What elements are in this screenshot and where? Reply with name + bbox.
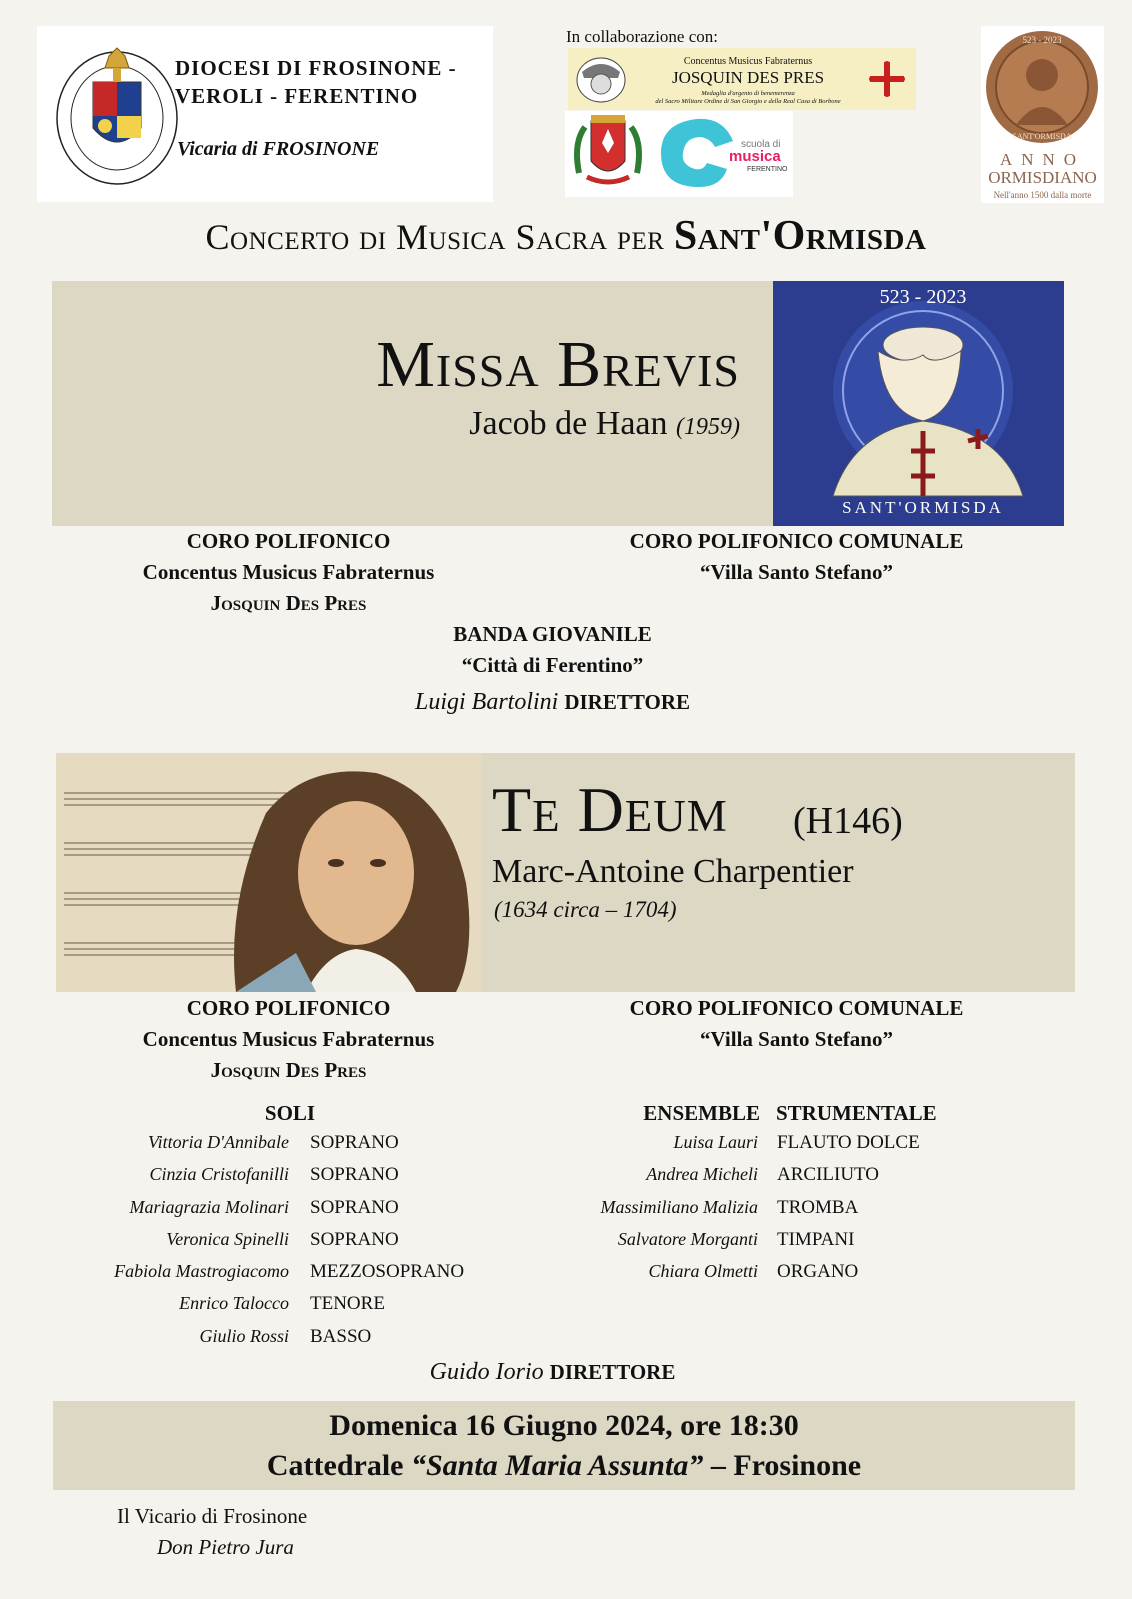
- event-date: Domenica 16 Giugno 2024, ore 18:30: [329, 1409, 799, 1442]
- vicaria-label: Vicaria di FROSINONE: [177, 138, 380, 160]
- partner-logos: [565, 111, 793, 197]
- soli-name: Enrico Talocco: [179, 1293, 289, 1314]
- soli-row: [111, 1261, 531, 1293]
- soli-voice: SOPRANO: [310, 1196, 399, 1218]
- te-deum-title: Te Deum: [492, 774, 728, 845]
- ensemble-list: [580, 1132, 980, 1293]
- josquin-name: JOSQUIN DES PRES: [671, 68, 825, 87]
- missa-brevis-title: Missa Brevis: [376, 328, 740, 401]
- constantinian-cross-icon: [868, 60, 906, 98]
- scuola-small-text: scuola di: [741, 139, 781, 150]
- medal-years: 523 - 2023: [1022, 35, 1062, 45]
- image-caption: SANT'ORMISDA: [842, 498, 1004, 517]
- concert-title: [0, 212, 1132, 260]
- concert-title-saint: Sant'Ormisda: [673, 213, 927, 259]
- banda-heading: BANDA GIOVANILE: [453, 622, 652, 646]
- diocese-logo-block: [37, 26, 493, 202]
- soli-voice: SOPRANO: [310, 1132, 399, 1153]
- anno-ormisdiano-block: [981, 26, 1104, 203]
- ensemble-heading-2: STRUMENTALE: [776, 1101, 937, 1125]
- ensemble-name: Chiara Olmetti: [648, 1261, 758, 1282]
- ensemble-name: Massimiliano Malizia: [600, 1196, 758, 1217]
- soli-row: [111, 1197, 531, 1229]
- collaboration-label: In collaborazione con:: [566, 27, 718, 46]
- tedeum-director: [300, 1359, 805, 1386]
- banda-name: “Città di Ferentino”: [461, 653, 644, 677]
- tedeum-left-choir-sub: Josquin Des Pres: [210, 1058, 367, 1082]
- josquin-portrait-icon: [574, 52, 628, 106]
- missa-director-label: DIRETTORE: [564, 690, 690, 714]
- soli-voice: MEZZOSOPRANO: [310, 1261, 465, 1283]
- te-deum-panel: [481, 753, 1075, 992]
- diocese-line-2: VEROLI - FERENTINO: [175, 84, 419, 108]
- tedeum-right-choir-heading: CORO POLIFONICO COMUNALE: [629, 996, 964, 1020]
- te-deum-composer: Marc-Antoine Charpentier: [492, 853, 854, 890]
- soli-row: [111, 1229, 531, 1261]
- missa-composer-year: (1959): [676, 414, 740, 440]
- soli-heading: SOLI: [264, 1101, 316, 1125]
- te-deum-catalog: (H146): [793, 800, 903, 842]
- venue-suffix: – Frosinone: [710, 1449, 862, 1482]
- soli-voice: SOPRANO: [310, 1164, 399, 1186]
- concert-title-prefix: Concerto di Musica Sacra per: [205, 217, 665, 257]
- missa-left-choir-heading: CORO POLIFONICO: [186, 529, 391, 553]
- tedeum-director-label: DIRETTORE: [549, 1360, 676, 1384]
- signature-title: Il Vicario di Frosinone: [117, 1504, 308, 1528]
- scuola-musica-text: musica: [729, 148, 781, 165]
- josquin-honors: [628, 90, 868, 106]
- soli-row: [111, 1293, 531, 1325]
- soli-voice: TENORE: [310, 1293, 385, 1315]
- ensemble-instrument: ORGANO: [777, 1261, 859, 1283]
- missa-right-choir-heading: CORO POLIFONICO COMUNALE: [629, 529, 964, 553]
- ormisdiano-label: ORMISDIANO: [988, 168, 1097, 187]
- ensemble-row: [580, 1132, 980, 1164]
- josquin-honors-line-1: Medaglia d'argento di benemerenza: [701, 90, 795, 97]
- image-years: 523 - 2023: [879, 286, 967, 308]
- soli-name: Fabiola Mastrogiacomo: [114, 1261, 289, 1282]
- diocese-line-1: DIOCESI DI FROSINONE -: [175, 56, 457, 80]
- ensemble-row: [580, 1261, 980, 1293]
- event-venue: [53, 1449, 1075, 1483]
- missa-brevis-panel: [52, 281, 773, 526]
- tedeum-left-choir-name: Concentus Musicus Fabraternus: [142, 1027, 435, 1051]
- ensemble-instrument: FLAUTO DOLCE: [777, 1132, 920, 1153]
- tedeum-director-name: Guido Iorio: [429, 1359, 544, 1385]
- anno-label: ANNO: [999, 150, 1086, 169]
- venue-name: “Santa Maria Assunta”: [410, 1449, 704, 1482]
- soli-name: Giulio Rossi: [199, 1325, 289, 1346]
- ensemble-instrument: TIMPANI: [777, 1228, 855, 1250]
- ormisda-medal-icon: [984, 29, 1101, 146]
- sant-ormisda-image: [773, 281, 1064, 526]
- josquin-logo-block: [568, 48, 916, 110]
- tedeum-left-choir-heading: CORO POLIFONICO: [186, 996, 391, 1020]
- missa-brevis-composer: [52, 405, 740, 443]
- venue-prefix: Cattedrale: [266, 1449, 404, 1482]
- soli-voice: SOPRANO: [310, 1228, 399, 1250]
- anno-subtitle: Nell'anno 1500 dalla morte: [993, 190, 1092, 200]
- missa-composer-name: Jacob de Haan: [469, 405, 668, 442]
- medal-name: SANT'ORMISDA: [1012, 132, 1072, 141]
- ensemble-heading-1: ENSEMBLE: [643, 1101, 760, 1125]
- charpentier-image: [56, 753, 481, 992]
- josquin-honors-line-2: del Sacro Militare Ordine di San Giorgio e della Real Casa di Borbone: [655, 98, 841, 105]
- soli-name: Vittoria D'Annibale: [147, 1132, 289, 1152]
- missa-right-choir-name: “Villa Santo Stefano”: [700, 560, 893, 584]
- te-deum-dates: (1634 circa – 1704): [494, 897, 677, 922]
- soli-name: Veronica Spinelli: [166, 1228, 289, 1249]
- diocese-crest-icon: [53, 38, 181, 188]
- ensemble-name: Luisa Lauri: [673, 1132, 758, 1152]
- sant-ormisda-portrait-icon: [773, 281, 1064, 526]
- ensemble-name: Andrea Micheli: [646, 1164, 758, 1185]
- missa-left-choir-sub: Josquin Des Pres: [210, 591, 367, 615]
- diocese-name: [175, 54, 457, 110]
- soli-list: [111, 1132, 531, 1358]
- scuola-city-text: FERENTINO: [747, 166, 788, 173]
- missa-director-name: Luigi Bartolini: [414, 689, 559, 715]
- signature-name: Don Pietro Jura: [157, 1535, 294, 1559]
- soli-row: [111, 1326, 531, 1358]
- soli-voice: BASSO: [310, 1325, 372, 1347]
- ensemble-instrument: TROMBA: [777, 1196, 859, 1218]
- scuola-musica-logo-icon: [657, 113, 789, 193]
- soli-row: [111, 1132, 531, 1164]
- charpentier-portrait-icon: [56, 753, 481, 992]
- soli-name: Mariagrazia Molinari: [129, 1196, 289, 1217]
- ensemble-row: [580, 1164, 980, 1196]
- ensemble-row: [580, 1197, 980, 1229]
- ferentino-crest-icon: [569, 113, 647, 195]
- ensemble-instrument: ARCILIUTO: [777, 1164, 880, 1186]
- soli-name: Cinzia Cristofanilli: [149, 1164, 289, 1185]
- missa-left-choir-name: Concentus Musicus Fabraternus: [142, 560, 435, 584]
- missa-director: [300, 689, 805, 716]
- ensemble-name: Salvatore Morganti: [617, 1228, 758, 1249]
- josquin-subtitle: Concentus Musicus Fabraternus: [683, 56, 813, 67]
- ensemble-row: [580, 1229, 980, 1261]
- soli-row: [111, 1164, 531, 1196]
- event-info-box: [53, 1401, 1075, 1490]
- tedeum-right-choir-name: “Villa Santo Stefano”: [700, 1027, 893, 1051]
